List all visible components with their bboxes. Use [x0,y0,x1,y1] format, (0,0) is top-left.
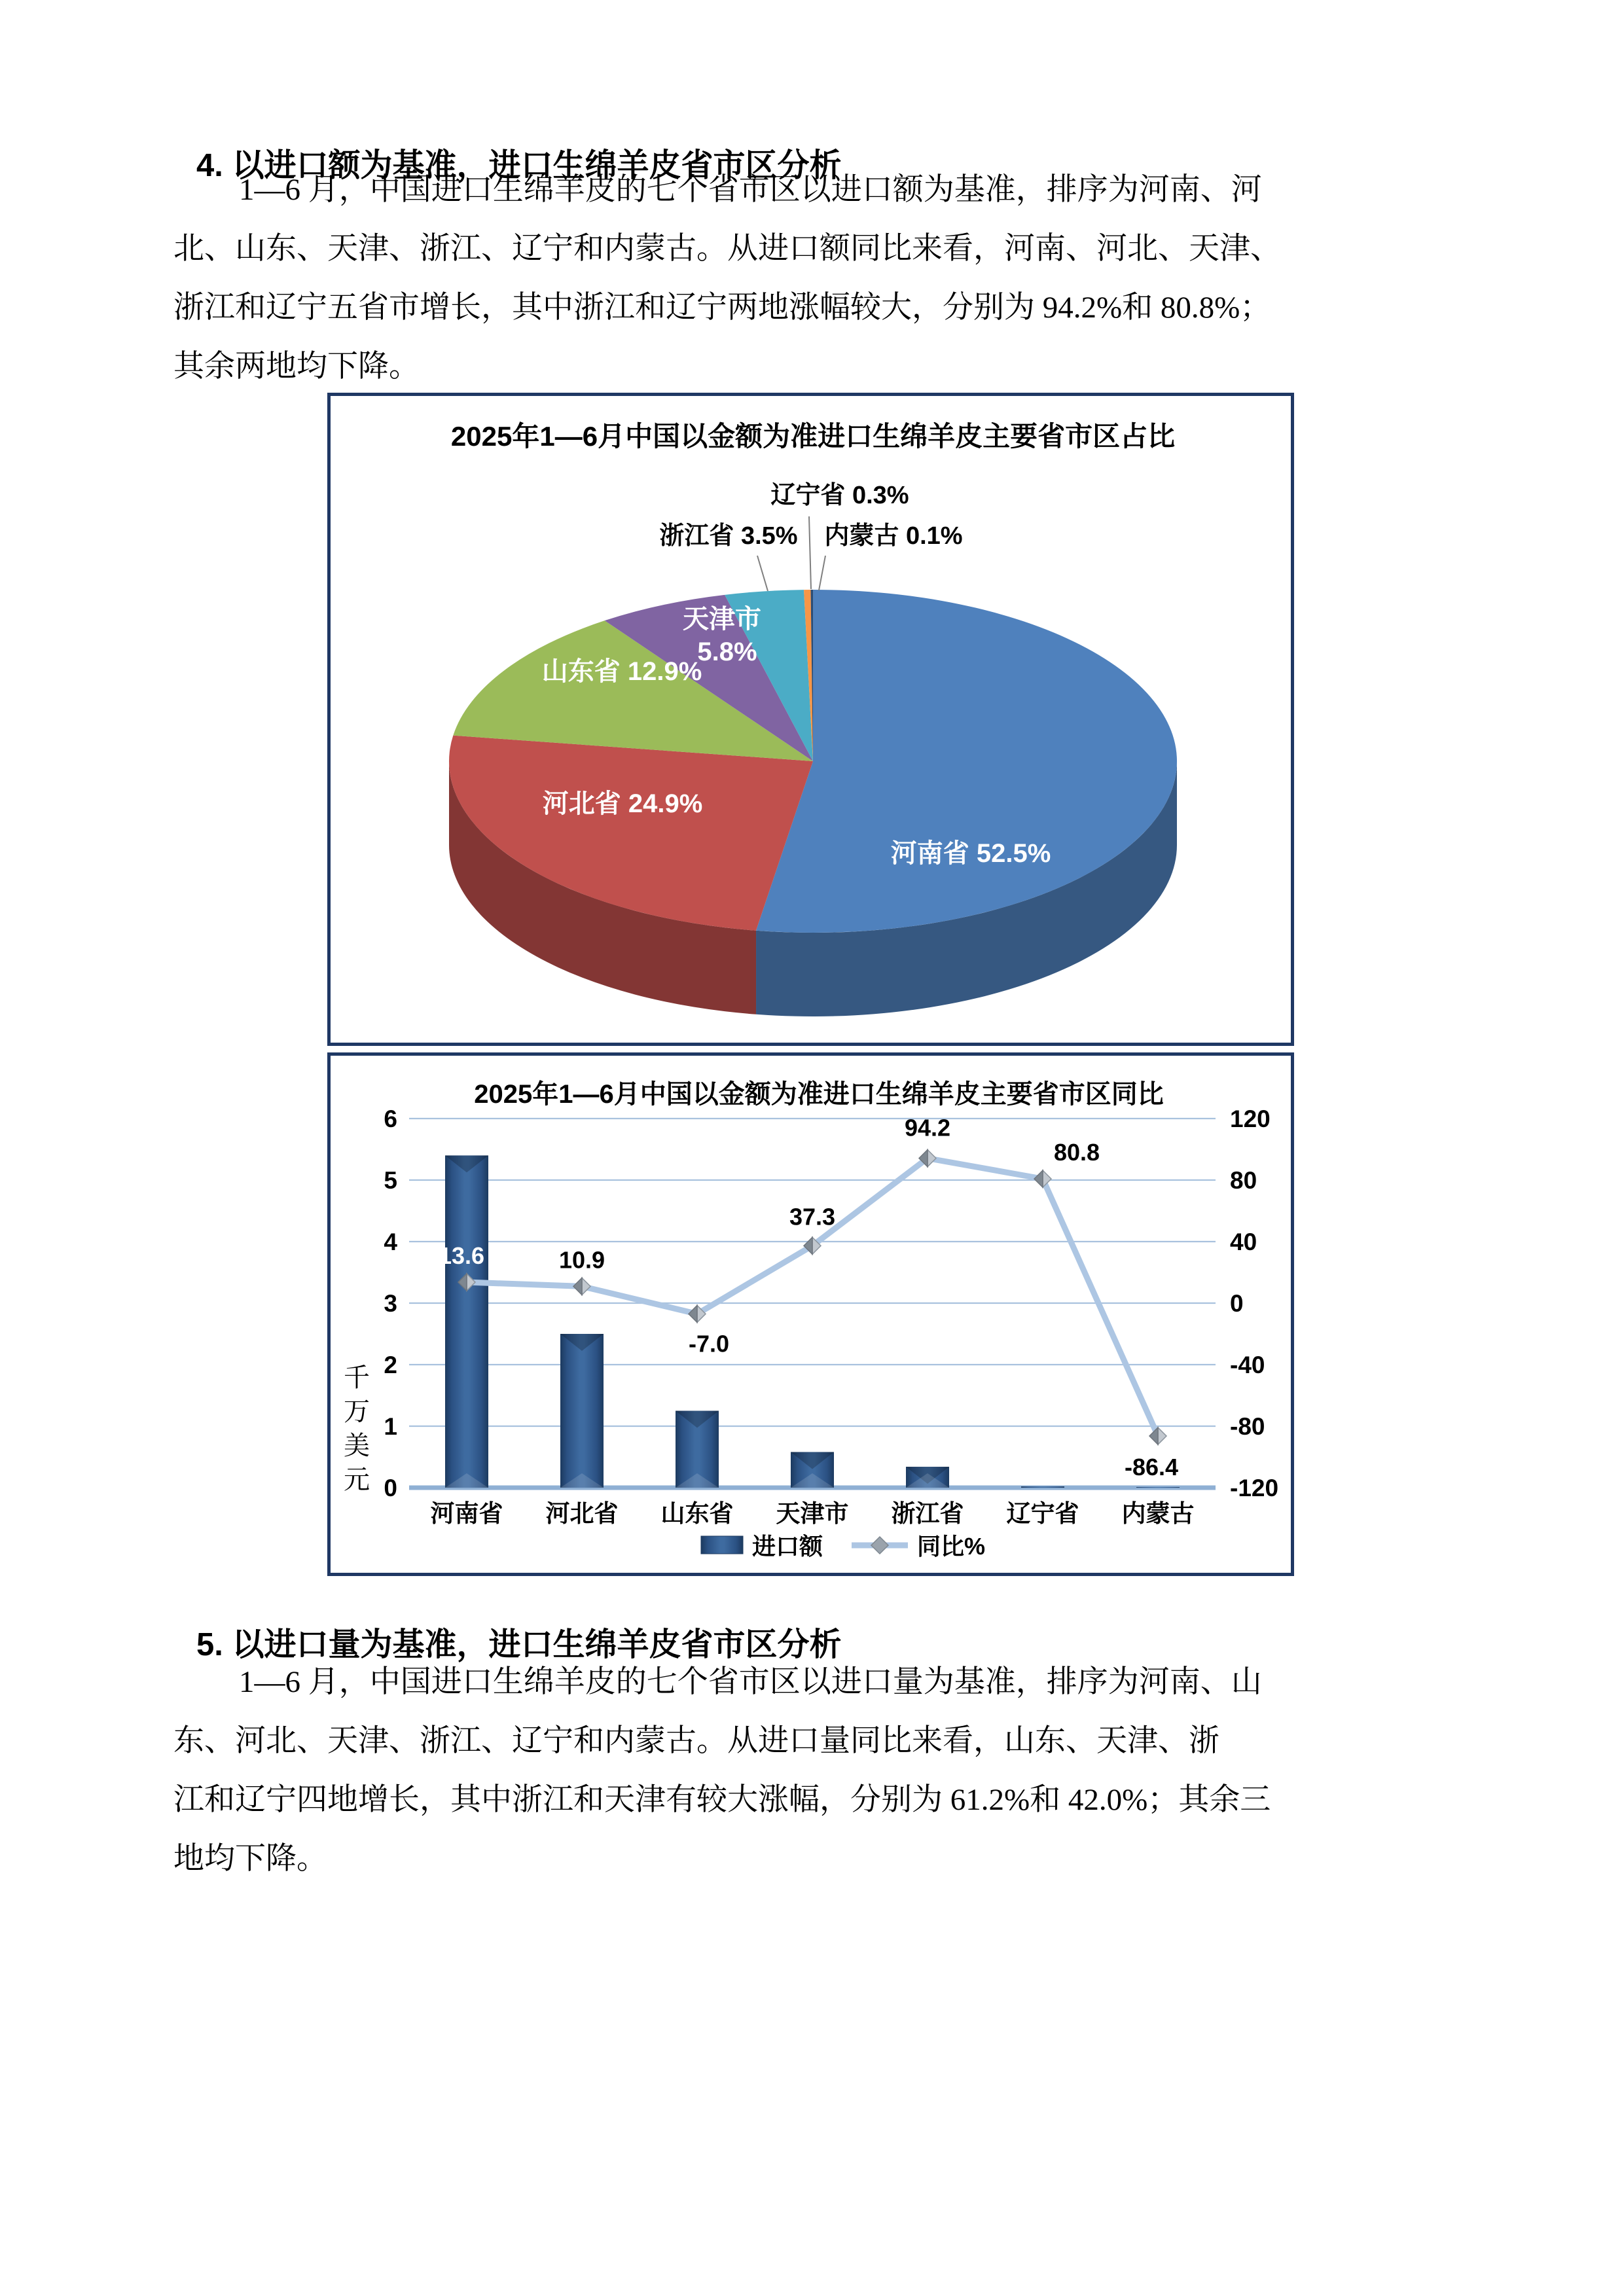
pie-leader-line [757,556,768,591]
pie-chart [331,396,1291,1043]
left-axis-tick: 0 [384,1475,397,1501]
pie-leader-line [819,556,825,590]
paragraph-line: 其余两地均下降。 [173,350,420,384]
category-label: 山东省 [660,1500,734,1527]
line-marker [582,1278,590,1295]
right-axis-tick: 40 [1230,1229,1257,1255]
left-axis-title [344,1363,370,1494]
data-label: 10.9 [558,1246,605,1274]
line-marker [689,1305,697,1322]
right-axis-tick: 0 [1230,1290,1244,1317]
left-axis-tick: 5 [384,1167,397,1194]
paragraph-line: 1—6 月，中国进口生绵羊皮的七个省市区以进口额为基准，排序为河南、河 [239,173,1262,207]
combo-chart-box [327,1052,1294,1576]
line-marker [573,1278,582,1295]
data-label: 80.8 [1053,1139,1100,1166]
line-marker [1034,1170,1043,1187]
right-axis-tick: 120 [1230,1105,1271,1132]
section4-heading: 4. 以进口额为基准，进口生绵羊皮省市区分析 [196,147,842,183]
paragraph-line: 地均下降。 [173,1842,327,1876]
category-label: 河南省 [430,1500,503,1527]
category-label: 辽宁省 [1006,1500,1079,1527]
data-label: -7.0 [688,1330,730,1357]
section5-paragraph [173,1653,1476,1888]
pie-chart-title: 2025年1—6月中国以金额为准进口生绵羊皮主要省市区占比 [450,421,1176,452]
pie-slice-label: 山东省 12.9% [541,657,702,686]
data-label: 37.3 [789,1203,836,1230]
category-label: 浙江省 [891,1500,964,1527]
paragraph-line: 1—6 月，中国进口生绵羊皮的七个省市区以进口量为基准，排序为河南、山 [239,1665,1262,1699]
pie-slice-label: 河南省 52.5% [890,839,1051,868]
bar [560,1334,604,1488]
line-marker [1158,1427,1166,1444]
pie-outside-label: 内蒙古 0.1% [824,522,963,550]
pie-outside-label: 辽宁省 0.3% [770,482,909,509]
data-label: 94.2 [904,1114,951,1141]
pie-outside-label: 浙江省 3.5% [659,522,798,550]
line-marker [928,1150,936,1167]
bar [1136,1487,1180,1488]
axis-title-char: 美 [344,1431,370,1460]
section4-paragraph [173,160,1476,396]
combo-chart-title: 2025年1—6月中国以金额为准进口生绵羊皮主要省市区同比 [474,1080,1164,1109]
legend-bar-swatch [701,1536,743,1554]
right-axis-tick: -80 [1230,1413,1265,1440]
pie-leader-line [809,516,811,589]
data-label: -86.4 [1124,1454,1179,1481]
left-axis-tick: 4 [384,1229,397,1255]
combo-chart [331,1056,1291,1573]
pie-slice-value: 5.8% [697,637,757,666]
left-axis-tick: 2 [384,1352,397,1378]
legend-line-label: 同比% [917,1533,986,1560]
axis-title-char: 元 [344,1465,370,1494]
category-label: 河北省 [545,1500,619,1527]
section5-heading: 5. 以进口量为基准，进口生绵羊皮省市区分析 [196,1626,842,1662]
paragraph-line: 浙江和辽宁五省市增长，其中浙江和辽宁两地涨幅较大，分别为 94.2%和 80.8%； [173,291,1271,325]
right-axis-tick: -40 [1230,1352,1265,1378]
data-label: 13.6 [438,1242,485,1270]
left-axis-tick: 6 [384,1105,397,1132]
paragraph-line: 北、山东、天津、浙江、辽宁和内蒙古。从进口额同比来看，河南、河北、天津、 [173,232,1281,266]
left-axis-tick: 3 [384,1290,397,1317]
axis-title-char: 万 [344,1397,370,1426]
pie-chart-box [327,393,1294,1046]
bar [445,1155,488,1488]
paragraph-line: 东、河北、天津、浙江、辽宁和内蒙古。从进口量同比来看，山东、天津、浙 [173,1724,1219,1758]
left-axis-tick: 1 [384,1413,397,1440]
right-axis-tick: 80 [1230,1167,1257,1194]
legend-bar-label: 进口额 [752,1533,823,1560]
bar [1021,1486,1064,1488]
axis-title-char: 千 [344,1363,370,1392]
legend-line-marker [871,1537,888,1554]
category-label: 天津市 [776,1500,849,1527]
pie-slice-label: 天津市 [683,605,761,634]
pie-slice-label: 河北省 24.9% [542,789,703,818]
right-axis-tick: -120 [1230,1475,1279,1501]
paragraph-line: 江和辽宁四地增长，其中浙江和天津有较大涨幅，分别为 61.2%和 42.0%；其余三 [173,1783,1271,1817]
category-label: 内蒙古 [1121,1500,1195,1527]
